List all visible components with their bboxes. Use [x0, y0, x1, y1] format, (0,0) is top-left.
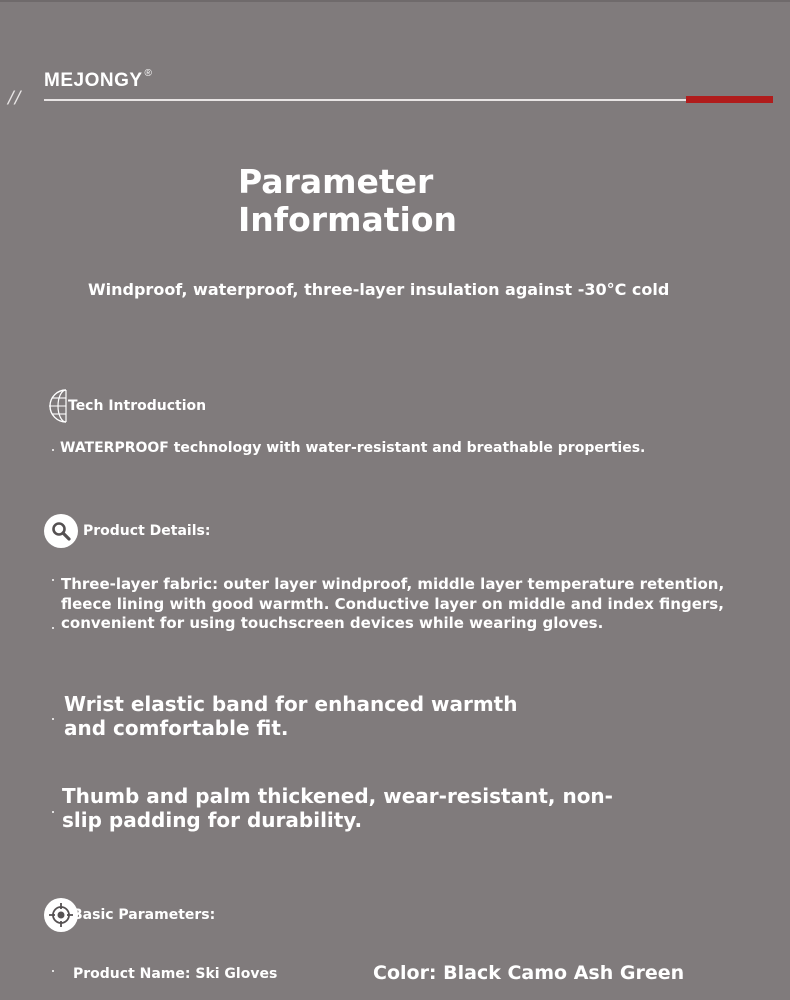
details-section-header	[44, 514, 210, 548]
page-subtitle: Windproof, waterproof, three-layer insulation against -30°C cold	[88, 280, 670, 299]
header-divider	[44, 99, 686, 101]
globe-icon	[44, 388, 68, 424]
bullet-dot	[52, 970, 54, 972]
details-item: Three-layer fabric: outer layer windproof, middle layer temperature retention, fleece lining with good warmth. Conductive layer on middle and index fingers, convenient for using touchscreen devices while wearing gloves.	[61, 575, 725, 632]
product-name: Product Name: Ski Gloves	[73, 966, 278, 982]
magnifier-icon	[44, 514, 78, 548]
registered-mark: ®	[144, 68, 153, 79]
tech-section-label: Tech Introduction	[68, 398, 207, 414]
basic-section-header	[44, 898, 215, 932]
bullet-dot	[52, 579, 54, 581]
details-item: Thumb and palm thickened, wear-resistant, non-slip padding for durability.	[62, 784, 613, 832]
bullet-dot	[52, 811, 54, 813]
brand-logo	[44, 70, 152, 92]
top-border	[0, 0, 790, 2]
bullet-dot	[52, 449, 54, 451]
brand-name: MEJONGY	[44, 70, 143, 91]
page-title: Parameter Information	[238, 162, 457, 239]
details-item: Wrist elastic band for enhanced warmth and comfortable fit.	[64, 692, 518, 740]
product-color: Color: Black Camo Ash Green	[373, 962, 685, 984]
decor-slashes: //	[8, 88, 22, 108]
basic-section-label: Basic Parameters:	[72, 907, 216, 923]
bullet-dot	[52, 718, 54, 720]
header-accent-bar	[686, 96, 773, 103]
details-section-label: Product Details:	[83, 523, 211, 539]
tech-text: WATERPROOF technology with water-resistant and breathable properties.	[60, 440, 646, 456]
bullet-dot	[52, 627, 54, 629]
tech-section-header	[44, 388, 206, 424]
